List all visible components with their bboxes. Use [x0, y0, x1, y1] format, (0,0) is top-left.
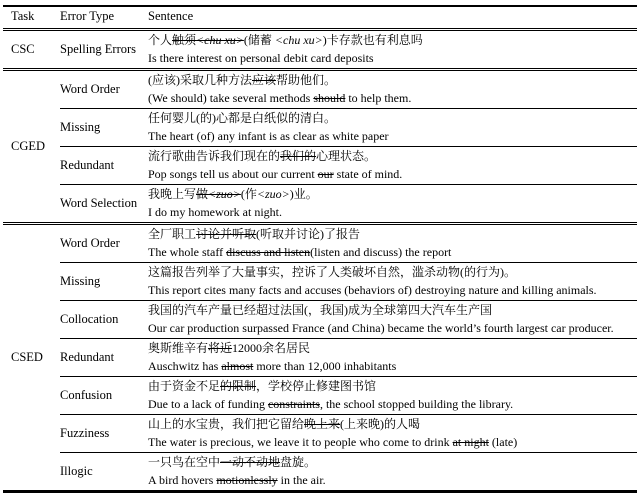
sentence-chinese — [148, 416, 637, 434]
text-segment: 任何婴儿(的)心都是白纸似的清白。 — [148, 111, 336, 125]
text-segment: (作 — [240, 187, 257, 201]
sentence-cell — [148, 263, 637, 301]
text-segment: 做 — [196, 187, 209, 201]
text-segment: 应该 — [252, 73, 277, 87]
text-segment: 心理状态。 — [316, 149, 377, 163]
sentence-english — [148, 320, 637, 338]
sentence-cell — [148, 147, 637, 185]
text-segment: 晚上来 — [304, 417, 341, 431]
table-row — [3, 415, 637, 453]
text-segment: Pop songs tell us about our current — [148, 166, 318, 181]
sentence-english — [148, 472, 637, 490]
table-row — [3, 70, 637, 109]
sentence-chinese — [148, 378, 637, 396]
text-segment: constraints — [267, 396, 320, 411]
text-segment: 讨论并听取 — [196, 227, 257, 241]
error-type-label: Redundant — [60, 147, 148, 185]
text-segment: 12000余名居民 — [232, 341, 311, 355]
text-segment: <zuo> — [256, 187, 290, 201]
text-segment: 由于资金不足 — [148, 379, 221, 393]
text-segment: 流行歌曲告诉我们现在的 — [148, 149, 281, 163]
error-type-label: Word Order — [60, 224, 148, 263]
text-segment: The whole staff — [148, 244, 227, 259]
sentence-cell — [148, 301, 637, 339]
sentence-chinese — [148, 110, 637, 128]
error-type-label: Fuzziness — [60, 415, 148, 453]
table-row — [3, 109, 637, 147]
text-segment: ，学校停止修建图书馆 — [256, 379, 377, 393]
text-segment: 个人 — [148, 33, 173, 47]
text-segment: 我晚上写 — [148, 187, 197, 201]
text-segment: <chu xu> — [196, 33, 244, 47]
sentence-english — [148, 166, 637, 184]
text-segment: 盘旋。 — [280, 455, 317, 469]
text-segment: 我们的 — [280, 149, 317, 163]
sentence-chinese — [148, 148, 637, 166]
error-type-label: Missing — [60, 263, 148, 301]
column-header-sentence: Sentence — [148, 6, 637, 30]
sentence-english — [148, 434, 637, 452]
text-segment: (late) — [488, 434, 518, 449]
task-label: CSED — [3, 224, 60, 492]
sentence-cell — [148, 30, 637, 70]
text-segment: motionlessly — [216, 472, 278, 487]
sentence-chinese — [148, 264, 637, 282]
sentence-cell — [148, 339, 637, 377]
text-segment: Our car production surpassed France (and China) became the world’s fourth largest car producer. — [148, 320, 614, 335]
error-type-label: Missing — [60, 109, 148, 147]
column-header-error-type: Error Type — [60, 6, 148, 30]
table-row — [3, 224, 637, 263]
text-segment: <chu xu> — [274, 33, 323, 47]
text-segment: 一动不动地 — [220, 455, 281, 469]
text-segment: (We should) take several methods — [148, 90, 314, 105]
text-segment: Is there interest on personal debit card deposits — [148, 50, 374, 65]
sentence-cell — [148, 70, 637, 109]
text-segment: I do my homework at night. — [148, 204, 282, 219]
text-segment: , the school stopped building the library. — [319, 396, 514, 411]
table-row — [3, 185, 637, 224]
error-examples-table — [3, 5, 637, 493]
table-row — [3, 339, 637, 377]
text-segment: discuss and listen — [226, 244, 311, 259]
column-header-task: Task — [3, 6, 60, 30]
sentence-chinese — [148, 72, 637, 90]
text-segment: 的限制 — [220, 379, 257, 393]
text-segment: more than 12,000 inhabitants — [253, 358, 397, 373]
sentence-cell — [148, 377, 637, 415]
table-row — [3, 301, 637, 339]
sentence-cell — [148, 415, 637, 453]
error-type-label: Word Selection — [60, 185, 148, 224]
text-segment: 我国的汽车产量已经超过法国(，我国)成为全球第四大汽车生产国 — [148, 303, 492, 317]
table-body — [3, 30, 637, 492]
text-segment: 帮助他们。 — [276, 73, 337, 87]
table-row — [3, 453, 637, 492]
text-segment: at night — [452, 434, 489, 449]
text-segment: 将近 — [208, 341, 233, 355]
text-segment: (储蓄 — [243, 33, 275, 47]
text-segment: our — [317, 166, 334, 181]
task-label: CSC — [3, 30, 60, 70]
sentence-cell — [148, 185, 637, 224]
sentence-english — [148, 90, 637, 108]
text-segment: to help them. — [345, 90, 412, 105]
table-row — [3, 147, 637, 185]
text-segment: The heart (of) any infant is as clear as white paper — [148, 128, 389, 143]
error-type-label: Spelling Errors — [60, 30, 148, 70]
error-type-label: Illogic — [60, 453, 148, 492]
text-segment: <zuo> — [208, 187, 241, 201]
sentence-cell — [148, 224, 637, 263]
text-segment: This report cites many facts and accuses (behaviors of) destroying nature and killing animals. — [148, 282, 597, 297]
sentence-cell — [148, 109, 637, 147]
sentence-chinese — [148, 186, 637, 204]
error-type-label: Word Order — [60, 70, 148, 109]
text-segment: should — [313, 90, 346, 105]
error-type-label: Redundant — [60, 339, 148, 377]
task-label: CGED — [3, 70, 60, 224]
sentence-english — [148, 244, 637, 262]
text-segment: in the air. — [277, 472, 326, 487]
sentence-chinese — [148, 32, 637, 50]
sentence-english — [148, 50, 637, 68]
header-row — [3, 6, 637, 30]
error-type-label: Collocation — [60, 301, 148, 339]
text-segment: almost — [221, 358, 254, 373]
text-segment: (上来晚)的人喝 — [340, 417, 421, 431]
text-segment: (听取并讨论)了报告 — [256, 227, 361, 241]
sentence-chinese — [148, 454, 637, 472]
text-segment: The water is precious, we leave it to people who come to drink — [148, 434, 453, 449]
text-segment: Due to a lack of funding — [148, 396, 268, 411]
text-segment: 触须 — [172, 33, 197, 47]
error-type-label: Confusion — [60, 377, 148, 415]
sentence-cell — [148, 453, 637, 492]
sentence-chinese — [148, 340, 637, 358]
table-row — [3, 30, 637, 70]
text-segment: 山上的水宝贵，我们把它留给 — [148, 417, 305, 431]
text-segment: 这篇报告列举了大量事实，控诉了人类破坏自然，滥杀动物(的行为)。 — [148, 265, 516, 279]
sentence-english — [148, 396, 637, 414]
text-segment: (listen and discuss) the report — [310, 244, 452, 259]
table-row — [3, 263, 637, 301]
table-header — [3, 6, 637, 30]
sentence-english — [148, 204, 637, 222]
text-segment: A bird hovers — [148, 472, 217, 487]
text-segment: 一只鸟在空中 — [148, 455, 221, 469]
table-row — [3, 377, 637, 415]
sentence-chinese — [148, 302, 637, 320]
text-segment: (应该)采取几种方法 — [148, 73, 252, 87]
sentence-chinese — [148, 226, 637, 244]
text-segment: Auschwitz has — [148, 358, 222, 373]
sentence-english — [148, 358, 637, 376]
text-segment: )卡存款也有利息吗 — [322, 33, 423, 47]
text-segment: state of mind. — [333, 166, 403, 181]
sentence-english — [148, 128, 637, 146]
text-segment: 奥斯维辛有 — [148, 341, 209, 355]
sentence-english — [148, 282, 637, 300]
text-segment: )业。 — [289, 187, 318, 201]
text-segment: 全厂职工 — [148, 227, 197, 241]
